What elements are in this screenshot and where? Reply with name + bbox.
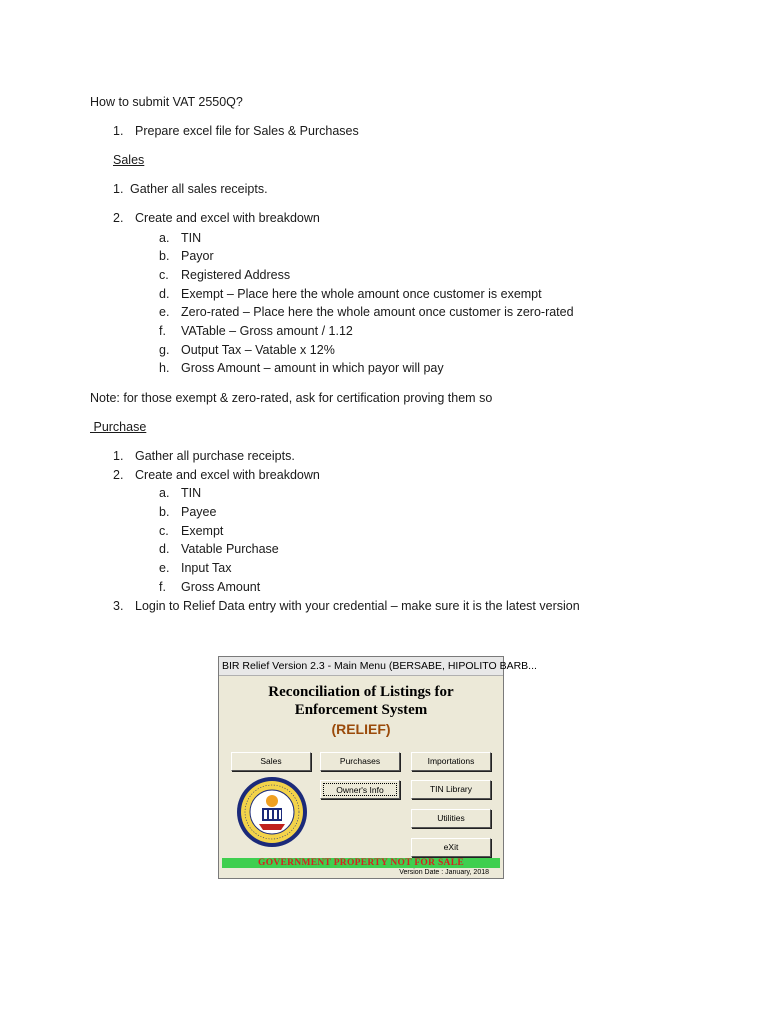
sub-letter: f. xyxy=(159,580,166,594)
sub-letter: b. xyxy=(159,505,170,519)
sub-letter: d. xyxy=(159,542,170,556)
sub-item: Payee xyxy=(181,505,217,519)
note-text: Note: for those exempt & zero-rated, ask for certification proving them so xyxy=(90,391,493,405)
owners-info-button[interactable] xyxy=(320,780,400,799)
step-text: Prepare excel file for Sales & Purchases xyxy=(135,124,359,138)
list-item: Login to Relief Data entry with your credential – make sure it is the latest version xyxy=(135,599,580,613)
sub-item: Exempt xyxy=(181,524,224,538)
step-number: 1. xyxy=(113,124,124,138)
list-item: Gather all purchase receipts. xyxy=(135,449,295,463)
section-title-purchase-label: Purchase xyxy=(93,420,147,434)
list-item: Create and excel with breakdown xyxy=(135,468,320,482)
utilities-button[interactable]: Utilities xyxy=(411,809,491,828)
sub-item: TIN xyxy=(181,231,202,245)
sub-item: VATable – Gross amount / 1.12 xyxy=(181,324,353,338)
app-heading-line1: Reconciliation of Listings for xyxy=(268,684,454,700)
list-item: Gather all sales receipts. xyxy=(130,182,268,196)
list-number: 3. xyxy=(113,599,124,613)
sub-item: Output Tax – Vatable x 12% xyxy=(181,343,335,357)
window-title: BIR Relief Version 2.3 - Main Menu (BERSABE, HIPOLITO BARB... xyxy=(219,657,503,676)
tin-library-button[interactable]: TIN Library xyxy=(411,780,491,799)
owners-info-button-label: Owner's Info xyxy=(323,783,397,796)
sub-letter: d. xyxy=(159,287,170,301)
list-number: 1. xyxy=(113,449,124,463)
sub-letter: c. xyxy=(159,268,169,282)
sub-letter: c. xyxy=(159,524,169,538)
list-number: 2. xyxy=(113,468,124,482)
sub-item: Exempt – Place here the whole amount once customer is exempt xyxy=(181,287,542,301)
app-subtitle: (RELIEF) xyxy=(331,721,391,737)
sub-item: TIN xyxy=(181,486,202,500)
purchases-button[interactable]: Purchases xyxy=(320,752,400,771)
importations-button[interactable]: Importations xyxy=(411,752,491,771)
sub-letter: e. xyxy=(159,305,170,319)
list-number: 1. xyxy=(113,182,124,196)
sub-item: Gross Amount xyxy=(181,580,261,594)
sub-item: Registered Address xyxy=(181,268,291,282)
sub-item: Gross Amount – amount in which payor will pay xyxy=(181,361,444,375)
sub-item: Zero-rated – Place here the whole amount once customer is zero-rated xyxy=(181,305,574,319)
sub-letter: b. xyxy=(159,249,170,263)
list-item: Create and excel with breakdown xyxy=(135,211,320,225)
section-title-purchase xyxy=(90,419,146,435)
exit-button[interactable]: eXit xyxy=(411,838,491,857)
sub-letter: h. xyxy=(159,361,170,375)
government-property-banner: GOVERNMENT PROPERTY NOT FOR SALE xyxy=(222,858,500,868)
sub-letter: a. xyxy=(159,486,170,500)
list-number: 2. xyxy=(113,211,124,225)
app-heading-line2: Enforcement System xyxy=(294,702,428,718)
sub-item: Vatable Purchase xyxy=(181,542,279,556)
sub-letter: g. xyxy=(159,343,170,357)
version-date: Version Date : January, 2018 xyxy=(399,869,489,876)
relief-main-menu-window xyxy=(218,656,537,879)
section-title-sales: Sales xyxy=(113,153,145,167)
sub-item: Payor xyxy=(181,249,214,263)
sub-letter: e. xyxy=(159,561,170,575)
sub-item: Input Tax xyxy=(181,561,232,575)
sub-letter: f. xyxy=(159,324,166,338)
bir-seal-logo xyxy=(235,775,309,849)
sales-button[interactable]: Sales xyxy=(231,752,311,771)
document-heading: How to submit VAT 2550Q? xyxy=(90,95,243,109)
sub-letter: a. xyxy=(159,231,170,245)
